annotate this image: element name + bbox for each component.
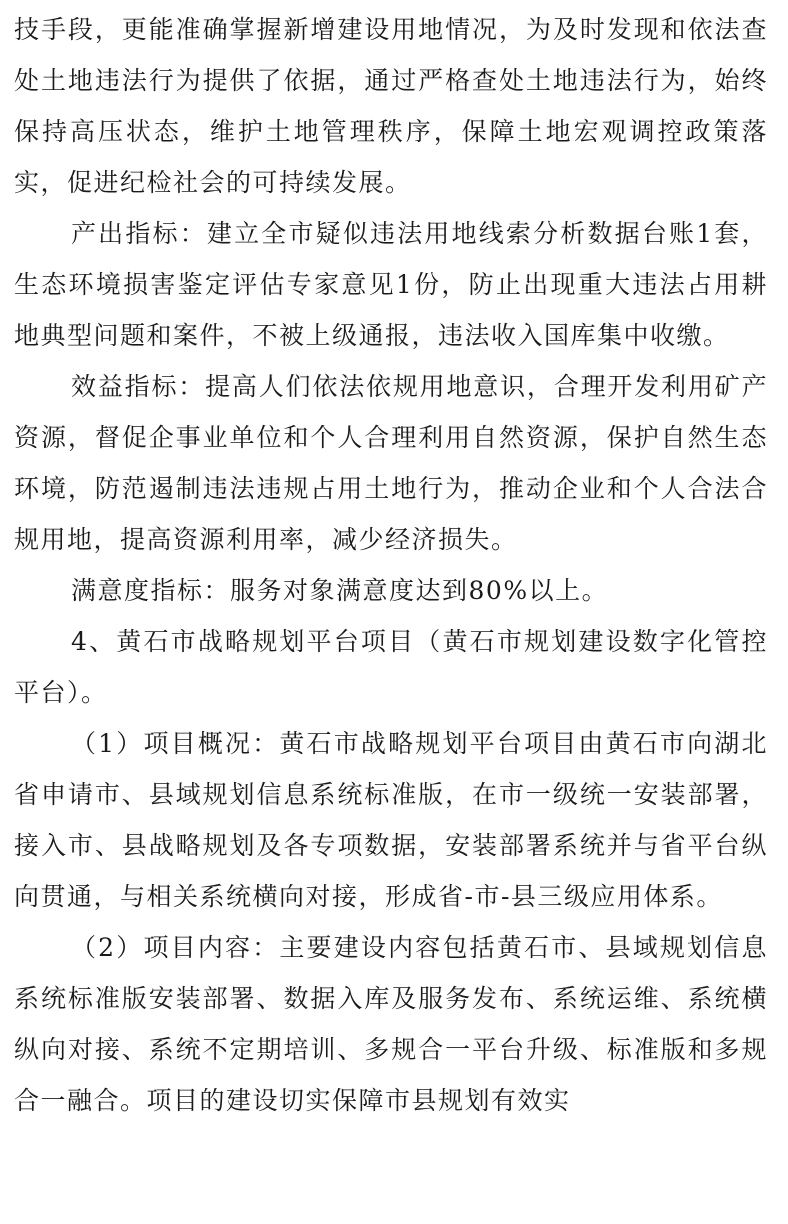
paragraph-project-overview: （1）项目概况：黄石市战略规划平台项目由黄石市向湖北省申请市、县域规划信息系统标准版，在市一级统一安装部署，接入市、县战略规划及各专项数据，安装部署系统并与省平台纵向贯通，与相关系统横向对接，形成省-市-县三级应用体系。 [14,729,768,911]
paragraph-project-content: （2）项目内容：主要建设内容包括黄石市、县域规划信息系统标准版安装部署、数据入库及服务发布、系统运维、系统横纵向对接、系统不定期培训、多规合一平台升级、标准版和多规合一融合。项目的建设切实保障市县规划有效实 [14,933,768,1115]
paragraph-output-indicators: 产出指标：建立全市疑似违法用地线索分析数据台账1套，生态环境损害鉴定评估专家意见1份，防止出现重大违法占用耕地典型问题和案件，不被上级通报，违法收入国库集中收缴。 [14,219,768,350]
paragraph-satisfaction-indicators: 满意度指标：服务对象满意度达到80%以上。 [71,576,609,605]
paragraph-benefit-indicators: 效益指标：提高人们依法依规用地意识，合理开发利用矿产资源，督促企事业单位和个人合理利用自然资源，保护自然生态环境，防范遏制违法违规占用土地行为，推动企业和个人合法合规用地，提高资源利用率，减少经济损失。 [14,372,768,554]
document-page [14,4,768,1126]
section-heading-project-4: 4、黄石市战略规划平台项目（黄石市规划建设数字化管控平台）。 [14,627,768,707]
paragraph-law-enforcement-basis: 技手段，更能准确掌握新增建设用地情况，为及时发现和依法查处土地违法行为提供了依据，通过严格查处土地违法行为，始终保持高压状态，维护土地管理秩序，保障土地宏观调控政策落实，促进纪检社会的可持续发展。 [14,15,768,197]
